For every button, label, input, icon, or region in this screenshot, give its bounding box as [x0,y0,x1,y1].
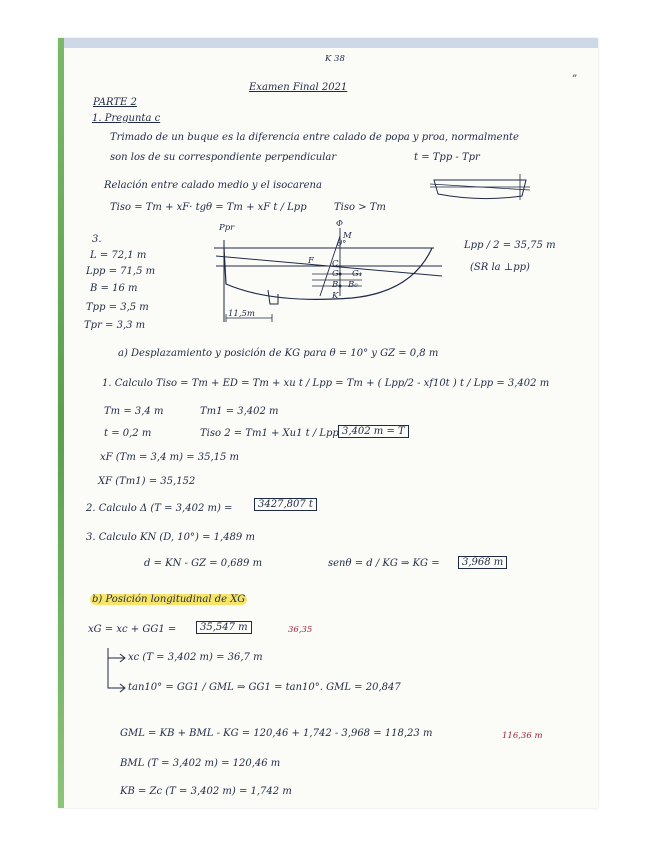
given-beam: B = 16 m [90,283,138,294]
label-m: M [343,231,352,241]
kg-result-box: 3,968 m [458,556,507,569]
tan-line: tan10° = GG1 / GML ⇒ GG1 = tan10°. GML = 20,847 [128,682,401,693]
xg-correction-note: 36,35 [288,625,313,635]
tm-value: Tm = 3,4 m [104,406,164,417]
trim-sketch [430,170,530,206]
tiso-2-formula: Tiso 2 = Tm1 + Xu1 t / Lpp [200,428,339,439]
calc-2-label: 2. Calculo Δ (T = 3,402 m) = [86,503,233,514]
notebook-edge [58,38,64,808]
given-tpp: Tpp = 3,5 m [86,302,149,313]
part-heading: PARTE 2 [93,97,137,108]
kb-line: KB = Zc (T = 3,402 m) = 1,742 m [120,786,292,797]
gml-equation: GML = KB + BML - KG = 120,46 + 1,742 - 3,968 = 118,23 m [120,728,433,739]
calc-1-line: 1. Calculo Tiso = Tm + ED = Tm + xu t / Lpp = Tm + ( Lpp/2 - xf10t ) t / Lpp = 3,402 m [102,378,550,389]
sin-equation: senθ = d / KG ⇒ KG = [328,558,440,569]
result-draft-box: 3,402 m = T [338,425,409,438]
label-g1: G₁ [352,269,363,279]
question-1-line-1: Trimado de un buque es la diferencia entre calado de popa y proa, normalmente [110,132,519,143]
given-lpp: Lpp = 71,5 m [86,266,156,277]
label-g: G [332,269,339,279]
xc-line: xc (T = 3,402 m) = 36,7 m [128,652,263,663]
trim-value: t = 0,2 m [104,428,152,439]
page-mark: K 38 [325,54,345,64]
question-3-label: 3. [92,234,102,245]
displacement-result-box: 3427,807 t [254,498,317,511]
label-f: F [308,256,314,266]
label-phi: Φ [336,219,343,229]
xf-line-1: xF (Tm = 3,4 m) = 35,15 m [100,452,240,463]
part-b-title: b) Posición longitudinal de XG [92,594,246,605]
label-b: B [332,280,339,290]
tiso-formula: Tiso = Tm + xF· tgθ = Tm + xF t / Lpp [110,202,307,213]
trim-formula: t = Tpp - Tpr [414,152,480,163]
top-strip [58,38,598,48]
label-theta: θ° [337,239,347,249]
half-lpp: Lpp / 2 = 35,75 m [464,240,556,251]
page-title: Examen Final 2021 [249,82,348,93]
quote-mark: ” [572,74,578,85]
tiso-inequality: Tiso > Tm [334,202,386,213]
calc-3-label: 3. Calculo KN (D, 10°) = 1,489 m [86,532,255,543]
question-1-label: 1. Pregunta c [92,113,161,124]
label-c: C [332,259,339,269]
label-k: K [332,291,339,301]
label-b0: B₀ [348,280,358,290]
given-tpr: Tpr = 3,3 m [84,320,146,331]
question-1-line-2: son los de su correspondiente perpendicular [110,152,337,163]
given-length: L = 72,1 m [90,250,147,261]
d-equation: d = KN - GZ = 0,689 m [144,558,263,569]
part-a-title: a) Desplazamiento y posición de KG para θ = 10° y GZ = 0,8 m [118,348,439,359]
reference-system: (SR la ⊥pp) [470,262,530,273]
bml-line: BML (T = 3,402 m) = 120,46 m [120,758,281,769]
xf-line-2: XF (Tm1) = 35,152 [98,476,196,487]
xg-result-box: 35,547 m [196,621,252,634]
question-1-line-3: Relación entre calado medio y el isocarena [104,180,322,191]
gml-correction-note: 116,36 m [502,731,543,741]
tm1-value: Tm1 = 3,402 m [200,406,279,417]
dimension-label: 11,5m [228,309,255,319]
ppr-label: Ppr [219,223,235,233]
xg-equation: xG = xc + GG1 = [88,624,177,635]
